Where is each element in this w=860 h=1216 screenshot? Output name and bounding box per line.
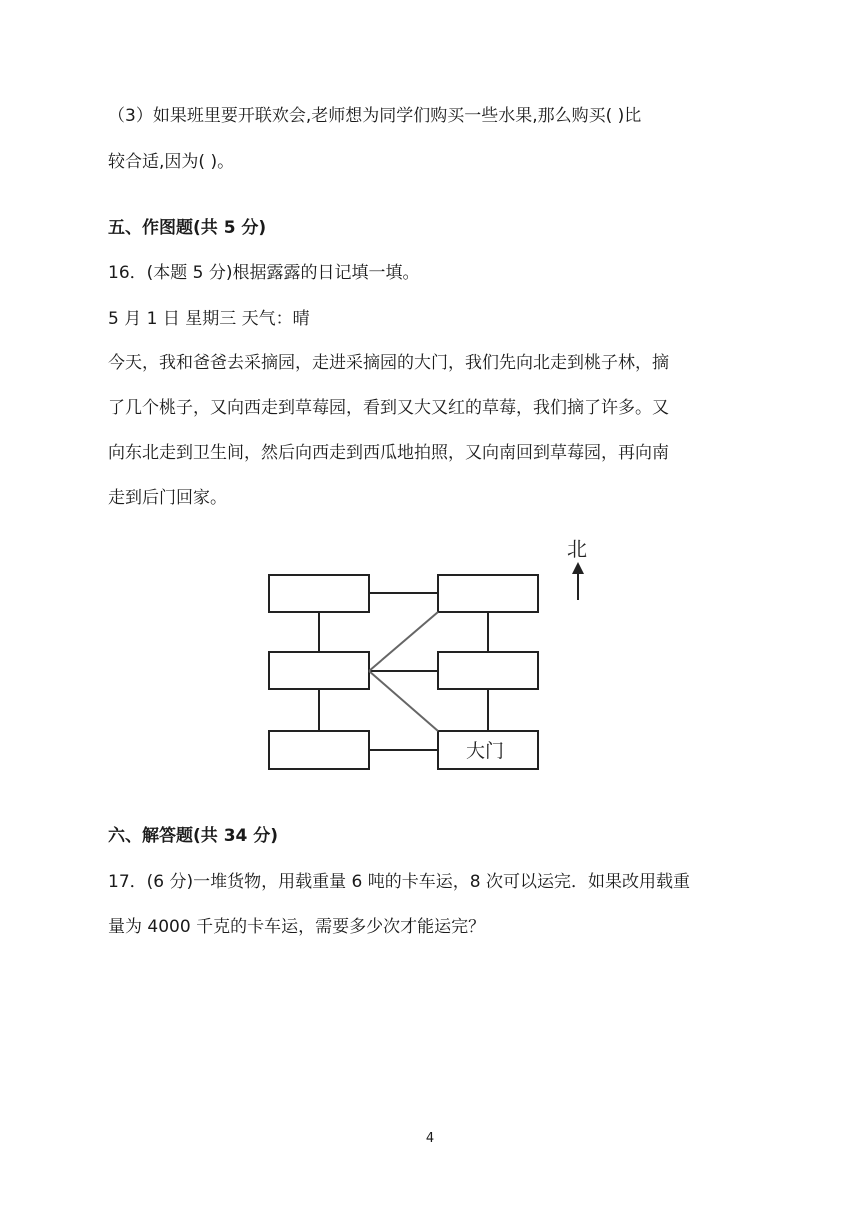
- q16-diary-line-2: 了几个桃子，又向西走到草莓园，看到又大又红的草莓，我们摘了许多。又: [108, 398, 669, 418]
- q16-diary-line-4: 走到后门回家。: [108, 488, 227, 508]
- section-5-heading: 五、作图题(共 5 分): [108, 218, 267, 238]
- q16-prompt: 16．(本题 5 分)根据露露的日记填一填。: [108, 263, 420, 283]
- q17-line-1: 17．(6 分)一堆货物，用载重量 6 吨的卡车运，8 次可以运完．如果改用载重: [108, 872, 690, 892]
- north-arrow-icon: [572, 562, 584, 574]
- q17-line-2: 量为 4000 千克的卡车运，需要多少次才能运完？: [108, 917, 486, 937]
- map-box-middle-left: [269, 652, 369, 689]
- path-diagonal-up: [369, 612, 438, 671]
- map-box-middle-right: [438, 652, 538, 689]
- q16-diary-line-3: 向东北走到卫生间，然后向西走到西瓜地拍照，又向南回到草莓园，再向南: [108, 443, 669, 463]
- path-diagonal-down: [369, 671, 438, 731]
- north-label: 北: [567, 537, 587, 561]
- q16-diary-date: 5 月 1 日 星期三 天气：晴: [108, 309, 310, 329]
- q3-line-1: （3）如果班里要开联欢会,老师想为同学们购买一些水果,那么购买( )比: [108, 106, 642, 126]
- gate-label: 大门: [466, 740, 505, 762]
- page-number: 4: [425, 1131, 435, 1146]
- q16-diary-line-1: 今天，我和爸爸去采摘园，走进采摘园的大门，我们先向北走到桃子林，摘: [108, 353, 669, 373]
- map-box-bottom-left: [269, 731, 369, 769]
- map-box-top-left: [269, 575, 369, 612]
- map-box-top-right: [438, 575, 538, 612]
- section-6-heading: 六、解答题(共 34 分): [108, 826, 279, 846]
- q3-line-2: 较合适,因为( )。: [108, 152, 235, 172]
